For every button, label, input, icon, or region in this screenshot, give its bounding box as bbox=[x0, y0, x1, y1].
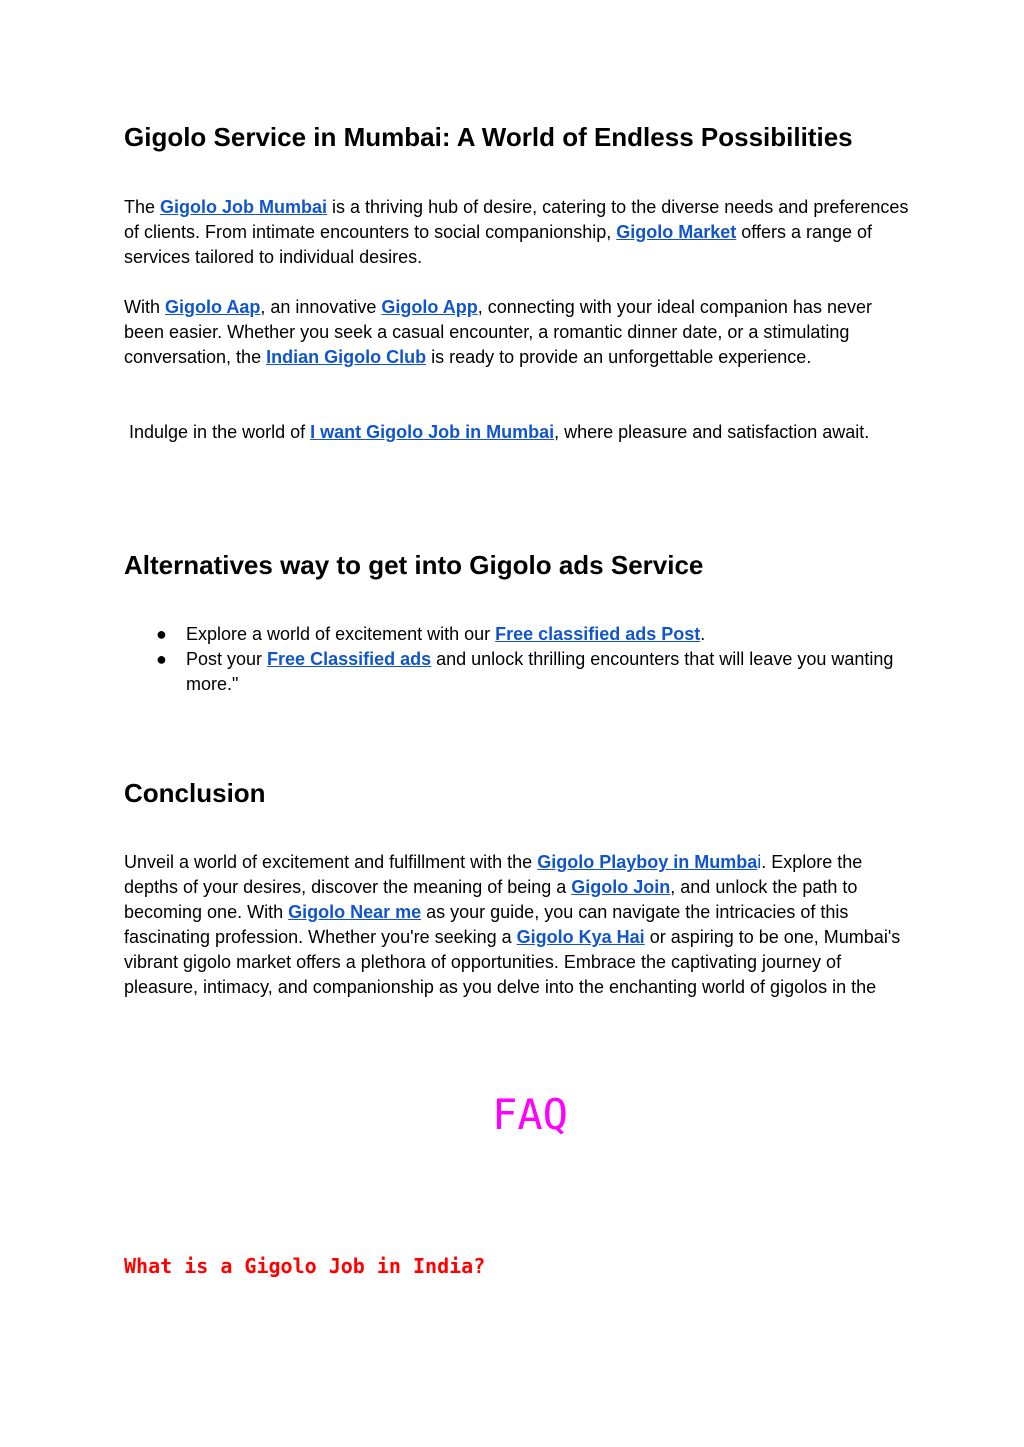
text-span: , an innovative bbox=[260, 297, 382, 317]
intro-paragraph-3 bbox=[124, 420, 914, 445]
link-gigolo-kya-hai[interactable]: Gigolo Kya Hai bbox=[516, 927, 645, 947]
section-heading-alternatives: Alternatives way to get into Gigolo ads Service bbox=[124, 550, 704, 580]
text-span: Indulge in the world of bbox=[124, 422, 311, 442]
section-heading-conclusion: Conclusion bbox=[124, 778, 266, 808]
text-span: . Explore the depths of your desires, discover the meaning of being a bbox=[124, 852, 863, 897]
bullet-icon: ● bbox=[156, 624, 167, 644]
text-span: With bbox=[124, 297, 166, 317]
text-span: , and unlock the path to becoming one. With bbox=[124, 877, 858, 922]
link-indian-gigolo-club[interactable]: Indian Gigolo Club bbox=[266, 347, 427, 367]
link-free-classified-ads-post[interactable]: Free classified ads Post bbox=[495, 624, 701, 644]
link-gigolo-app[interactable]: Gigolo App bbox=[381, 297, 478, 317]
text-span: . bbox=[700, 624, 706, 644]
text-span: The bbox=[124, 197, 161, 217]
intro-paragraph-1 bbox=[124, 195, 914, 270]
link-i-want-gigolo-job[interactable]: I want Gigolo Job in Mumbai bbox=[310, 422, 555, 442]
text-span: is ready to provide an unforgettable experience. bbox=[426, 347, 812, 367]
text-span: and unlock thrilling encounters that will leave you wanting more." bbox=[186, 649, 894, 694]
text-span: is a thriving hub of desire, catering to the diverse needs and preferences of clients. From intimate encounters to social companionship, bbox=[124, 197, 909, 242]
list-item bbox=[124, 622, 914, 647]
bullet-icon: ● bbox=[156, 649, 167, 669]
text-span: , connecting with your ideal companion has never been easier. Whether you seek a casual encounter, a romantic dinner date, or a stimulating conversation, the bbox=[124, 297, 872, 367]
text-span: Unveil a world of excitement and fulfillment with the bbox=[124, 852, 538, 872]
text-span: offers a range of services tailored to individual desires. bbox=[124, 222, 873, 267]
alternatives-list bbox=[124, 622, 914, 697]
link-gigolo-aap[interactable]: Gigolo Aap bbox=[165, 297, 261, 317]
faq-heading: FAQ bbox=[492, 1090, 568, 1139]
link-free-classified-ads[interactable]: Free Classified ads bbox=[267, 649, 432, 669]
text-span: or aspiring to be one, Mumbai's vibrant gigolo market offers a plethora of opportunities. Embrace the captivating journey of pleasure, intimacy, and companionship as you delve into the enchanting world of gigolos in the bbox=[124, 927, 901, 997]
intro-paragraph-2 bbox=[124, 295, 914, 370]
text-span: , where pleasure and satisfaction await. bbox=[554, 422, 870, 442]
link-gigolo-market[interactable]: Gigolo Market bbox=[616, 222, 737, 242]
link-gigolo-playboy-mumbai[interactable]: Gigolo Playboy in Mumba bbox=[537, 852, 758, 872]
page-title: Gigolo Service in Mumbai: A World of Endless Possibilities bbox=[124, 122, 853, 152]
text-span: Explore a world of excitement with our bbox=[186, 624, 496, 644]
link-gigolo-join[interactable]: Gigolo Join bbox=[571, 877, 671, 897]
list-item bbox=[124, 647, 914, 697]
link-gigolo-job-mumbai[interactable]: Gigolo Job Mumbai bbox=[160, 197, 328, 217]
faq-question: What is a Gigolo Job in India? bbox=[124, 1254, 486, 1278]
conclusion-paragraph bbox=[124, 850, 914, 1000]
text-span: Post your bbox=[186, 649, 268, 669]
text-span: as your guide, you can navigate the intricacies of this fascinating profession. Whether you're seeking a bbox=[124, 902, 849, 947]
link-gigolo-near-me[interactable]: Gigolo Near me bbox=[288, 902, 422, 922]
link-tail-text: i bbox=[757, 852, 762, 872]
